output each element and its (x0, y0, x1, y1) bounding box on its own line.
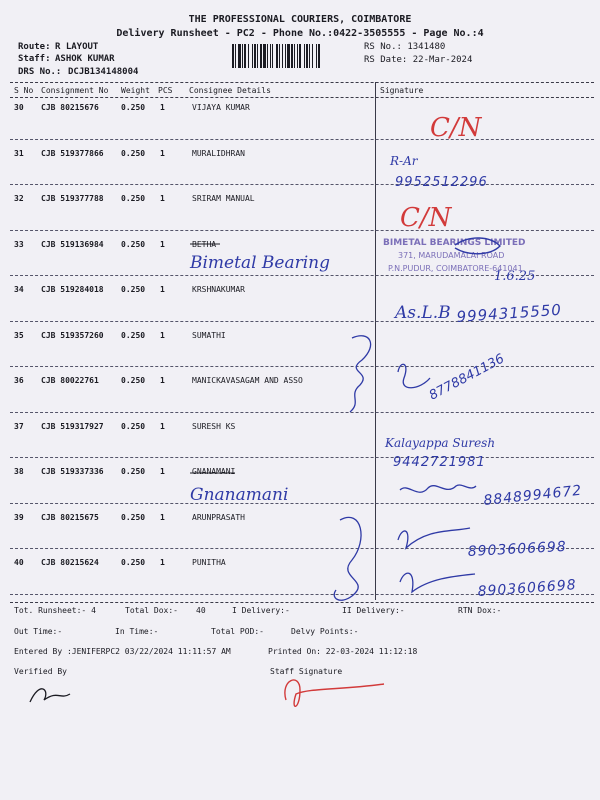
handwritten-phone-row37: 9442721981 (393, 455, 486, 470)
row-consignee: KRSHNAKUMAR (192, 285, 245, 294)
handwritten-consignee-row33: Bimetal Bearing (190, 253, 331, 273)
rs-date: RS Date: 22-Mar-2024 (364, 55, 473, 65)
in-time: In Time:- (115, 627, 159, 636)
handwritten-cn-row32: C/N (400, 203, 452, 233)
row-weight: 0.250 (121, 467, 146, 476)
col-consignee: Consignee Details (189, 86, 271, 95)
col-weight: Weight (121, 86, 150, 95)
row-consignment: CJB 519136984 (41, 240, 104, 249)
drs-value: DCJB134148004 (68, 67, 139, 77)
row-sno: 31 (14, 149, 24, 158)
row-consignment: CJB 80215624 (41, 558, 99, 567)
total-pod: Total POD:- (211, 627, 264, 636)
col-signature: Signature (380, 86, 424, 95)
drs-label: DRS No.: (18, 67, 62, 77)
handwritten-phone-row40: 8903606698 (477, 577, 578, 600)
handwritten-name-row34: As.L.B (395, 303, 451, 323)
row-sno: 40 (14, 558, 24, 567)
row-weight: 0.250 (121, 376, 146, 385)
staff-label: Staff: (18, 54, 51, 64)
total-dox-value: 40 (196, 606, 206, 615)
signature-row39 (398, 528, 470, 548)
handwritten-consignee-row38: Gnanamani (190, 485, 289, 505)
col-consignment: Consignment No (41, 86, 109, 95)
route-label: Route: (18, 42, 51, 52)
row-sno: 39 (14, 513, 24, 522)
row-sno: 34 (14, 285, 24, 294)
handwritten-cn-row30: C/N (430, 113, 482, 143)
row-pcs: 1 (160, 376, 165, 385)
handwritten-phone-row34: 9994315550 (456, 300, 563, 326)
out-time: Out Time:- (14, 627, 63, 636)
row-pcs: 1 (160, 331, 165, 340)
row-consignee: SURESH KS (192, 422, 236, 431)
row-consignment: CJB 80022761 (41, 376, 99, 385)
company-title: THE PROFESSIONAL COURIERS, COIMBATORE (188, 14, 412, 25)
bracket-scribble-row39 (334, 517, 361, 600)
row-consignment: CJB 519337336 (41, 467, 104, 476)
row-pcs: 1 (160, 422, 165, 431)
signature-row40 (400, 573, 475, 592)
row-pcs: 1 (160, 513, 165, 522)
row-consignee: ARUNPRASATH (192, 513, 245, 522)
row-pcs: 1 (160, 149, 165, 158)
row-consignment: CJB 519357260 (41, 331, 104, 340)
row-consignment: CJB 80215675 (41, 513, 99, 522)
verified-by: Verified By (14, 667, 67, 676)
row-weight: 0.250 (121, 285, 146, 294)
row-pcs: 1 (160, 194, 165, 203)
row-consignee: PUNITHA (192, 558, 226, 567)
row-sno: 37 (14, 422, 24, 431)
staff-value: ASHOK KUMAR (55, 54, 115, 64)
row-sno: 38 (14, 467, 24, 476)
row-weight: 0.250 (121, 422, 146, 431)
row-pcs: 1 (160, 558, 165, 567)
row-weight: 0.250 (121, 331, 146, 340)
row-pcs: 1 (160, 467, 165, 476)
row-consignee: VIJAYA KUMAR (192, 103, 250, 112)
row-consignment: CJB 80215676 (41, 103, 99, 112)
row-sno: 32 (14, 194, 24, 203)
route-value: R LAYOUT (55, 42, 99, 52)
row-consignment: CJB 519377866 (41, 149, 104, 158)
ii-delivery: II Delivery:- (342, 606, 405, 615)
staff-signature-label: Staff Signature (270, 667, 343, 676)
row-consignment: CJB 519317927 (41, 422, 104, 431)
handwritten-phone-row38: 8848994672 (482, 482, 583, 509)
handwritten-phone-row31: 9952512296 (395, 175, 488, 190)
row-consignee: GNANAMANI (192, 467, 236, 476)
handwritten-num-row33: 1.6.25 (494, 269, 536, 284)
handwritten-phone-row39: 8903606698 (467, 538, 568, 560)
row-weight: 0.250 (121, 194, 146, 203)
row-sno: 35 (14, 331, 24, 340)
row-weight: 0.250 (121, 513, 146, 522)
row-consignee: MANICKAVASAGAM AND ASSO (192, 376, 303, 385)
runsheet-title: Delivery Runsheet - PC2 - Phone No.:0422-3505555 - Page No.:4 (116, 28, 484, 39)
row-weight: 0.250 (121, 103, 146, 112)
row-pcs: 1 (160, 103, 165, 112)
entered-by: Entered By :JENIFERPC2 03/22/2024 11:11:57 AM (14, 647, 231, 656)
row-consignment: CJB 519377788 (41, 194, 104, 203)
row-sno: 36 (14, 376, 24, 385)
printed-on: Printed On: 22-03-2024 11:12:18 (268, 647, 418, 656)
handwritten-name-row31: R-Ar (390, 154, 418, 168)
total-dox-label: Total Dox:- (125, 606, 178, 615)
row-weight: 0.250 (121, 149, 146, 158)
footer-rule (10, 602, 594, 603)
col-sno: S No (14, 86, 34, 95)
rtn-dox: RTN Dox:- (458, 606, 502, 615)
row-sno: 33 (14, 240, 24, 249)
row-consignee: SUMATHI (192, 331, 226, 340)
staff-signature-scribble (285, 680, 384, 706)
row-pcs: 1 (160, 285, 165, 294)
rs-number: RS No.: 1341480 (364, 42, 446, 52)
row-sno: 30 (14, 103, 24, 112)
stamp-line2: 371, MARUDAMALAI ROAD (398, 251, 505, 260)
row-weight: 0.250 (121, 558, 146, 567)
i-delivery: I Delivery:- (232, 606, 290, 615)
row-consignee: MURALIDHRAN (192, 149, 245, 158)
row-consignee: BETHA (192, 240, 217, 249)
row-consignee: SRIRAM MANUAL (192, 194, 255, 203)
handwritten-name-row37: Kalayappa Suresh (385, 436, 496, 450)
row-weight: 0.250 (121, 240, 146, 249)
row-consignment: CJB 519284018 (41, 285, 104, 294)
signature-row38 (400, 485, 476, 492)
tot-runsheet: Tot. Runsheet:- 4 (14, 606, 96, 615)
row-pcs: 1 (160, 240, 165, 249)
verified-signature (30, 689, 70, 702)
col-pcs: PCS (158, 86, 173, 95)
handwritten-phone-row36: 8778841136 (426, 351, 507, 404)
delvy-points: Delvy Points:- (291, 627, 359, 636)
signature-row36 (398, 364, 430, 387)
stamp-line1: BIMETAL BEARINGS LIMITED (383, 238, 526, 248)
bracket-scribble-row35 (350, 336, 371, 412)
stamp-line3: P.N.PUDUR, COIMBATORE-641041 (388, 264, 523, 273)
